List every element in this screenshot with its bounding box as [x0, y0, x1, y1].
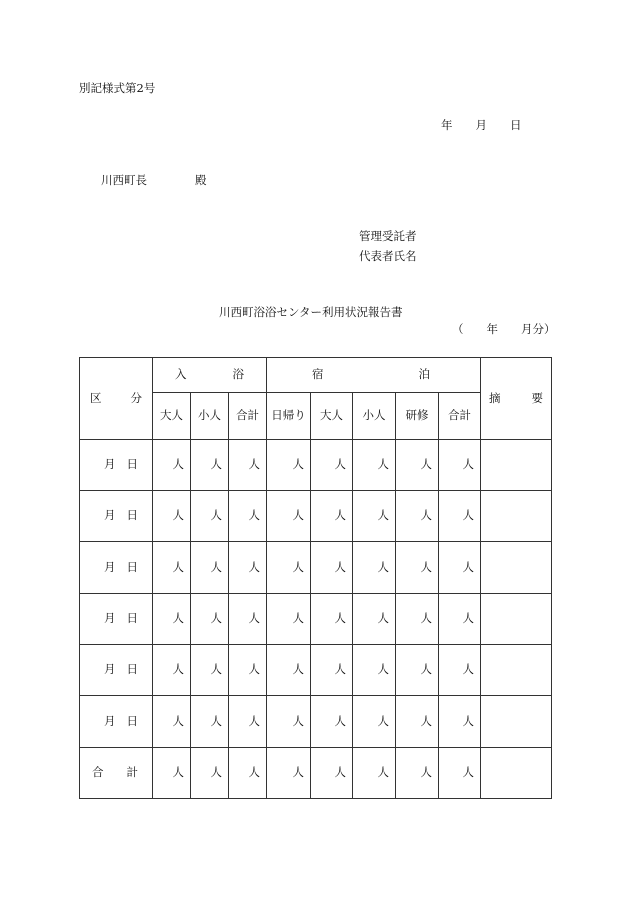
- count-cell[interactable]: 人: [267, 542, 311, 593]
- count-cell[interactable]: 人: [191, 696, 229, 747]
- count-cell[interactable]: 人: [191, 593, 229, 644]
- count-cell[interactable]: 人: [439, 644, 481, 695]
- report-title: 川西町浴浴センター利用状況報告書: [219, 305, 403, 319]
- count-cell[interactable]: 人: [267, 747, 311, 798]
- table-row: [80, 696, 552, 747]
- count-cell[interactable]: 人: [311, 490, 353, 541]
- usage-report-table: [79, 357, 552, 799]
- count-cell[interactable]: 人: [311, 644, 353, 695]
- date-cell: 月 日: [80, 644, 153, 695]
- subheader-cell: 合計: [229, 393, 267, 439]
- date-cell: 月 日: [80, 696, 153, 747]
- count-cell[interactable]: 人: [191, 644, 229, 695]
- count-cell[interactable]: 人: [267, 439, 311, 490]
- count-cell[interactable]: 人: [396, 696, 439, 747]
- count-cell[interactable]: 人: [311, 439, 353, 490]
- count-cell[interactable]: 人: [191, 747, 229, 798]
- count-cell[interactable]: 人: [267, 696, 311, 747]
- count-cell[interactable]: 人: [229, 747, 267, 798]
- count-cell[interactable]: 人: [396, 644, 439, 695]
- count-cell[interactable]: 人: [267, 644, 311, 695]
- form-number: 別記様式第2号: [79, 81, 156, 95]
- count-cell[interactable]: 人: [353, 439, 396, 490]
- remarks-cell[interactable]: [481, 542, 552, 593]
- count-cell[interactable]: 人: [353, 490, 396, 541]
- kubun-header: 区 分: [80, 358, 153, 440]
- count-cell[interactable]: 人: [396, 439, 439, 490]
- table-row: [80, 490, 552, 541]
- total-row: [80, 747, 552, 798]
- remarks-cell[interactable]: [481, 490, 552, 541]
- remarks-cell[interactable]: [481, 696, 552, 747]
- count-cell[interactable]: 人: [191, 439, 229, 490]
- count-cell[interactable]: 人: [439, 696, 481, 747]
- count-cell[interactable]: 人: [353, 644, 396, 695]
- count-cell[interactable]: 人: [353, 696, 396, 747]
- subheader-cell: 小人: [191, 393, 229, 439]
- count-cell[interactable]: 人: [439, 593, 481, 644]
- count-cell[interactable]: 人: [439, 542, 481, 593]
- table-row: [80, 439, 552, 490]
- tekiyo-header: 摘 要: [481, 358, 552, 440]
- count-cell[interactable]: 人: [191, 490, 229, 541]
- count-cell[interactable]: 人: [439, 747, 481, 798]
- subheader-cell: 小人: [353, 393, 396, 439]
- subheader-cell: 合計: [439, 393, 481, 439]
- table-row: [80, 542, 552, 593]
- count-cell[interactable]: 人: [353, 593, 396, 644]
- count-cell[interactable]: 人: [153, 696, 191, 747]
- count-cell[interactable]: 人: [153, 747, 191, 798]
- count-cell[interactable]: 人: [396, 747, 439, 798]
- count-cell[interactable]: 人: [229, 542, 267, 593]
- addressee-honorific: 殿: [195, 173, 207, 187]
- total-label-cell: 合 計: [80, 747, 153, 798]
- count-cell[interactable]: 人: [439, 490, 481, 541]
- report-period: （ 年 月分）: [452, 322, 556, 336]
- subheader-cell: 大人: [311, 393, 353, 439]
- sender-trustee-label: 管理受託者: [359, 229, 417, 243]
- count-cell[interactable]: 人: [353, 542, 396, 593]
- count-cell[interactable]: 人: [267, 593, 311, 644]
- count-cell[interactable]: 人: [153, 542, 191, 593]
- date-line: 年 月 日: [441, 118, 522, 132]
- count-cell[interactable]: 人: [153, 490, 191, 541]
- date-cell: 月 日: [80, 439, 153, 490]
- count-cell[interactable]: 人: [396, 490, 439, 541]
- subheader-cell: 日帰り: [267, 393, 311, 439]
- addressee-name: 川西町長: [101, 173, 147, 187]
- count-cell[interactable]: 人: [311, 593, 353, 644]
- count-cell[interactable]: 人: [153, 644, 191, 695]
- remarks-cell[interactable]: [481, 747, 552, 798]
- shukuhaku-header: 宿 泊: [267, 358, 481, 393]
- count-cell[interactable]: 人: [153, 439, 191, 490]
- date-cell: 月 日: [80, 490, 153, 541]
- count-cell[interactable]: 人: [229, 490, 267, 541]
- count-cell[interactable]: 人: [396, 593, 439, 644]
- count-cell[interactable]: 人: [153, 593, 191, 644]
- count-cell[interactable]: 人: [267, 490, 311, 541]
- count-cell[interactable]: 人: [229, 644, 267, 695]
- count-cell[interactable]: 人: [311, 542, 353, 593]
- count-cell[interactable]: 人: [191, 542, 229, 593]
- count-cell[interactable]: 人: [311, 696, 353, 747]
- remarks-cell[interactable]: [481, 644, 552, 695]
- sender-representative-label: 代表者氏名: [359, 249, 417, 263]
- count-cell[interactable]: 人: [439, 439, 481, 490]
- date-cell: 月 日: [80, 593, 153, 644]
- count-cell[interactable]: 人: [396, 542, 439, 593]
- nyuyoku-header: 入 浴: [153, 358, 267, 393]
- count-cell[interactable]: 人: [229, 696, 267, 747]
- remarks-cell[interactable]: [481, 593, 552, 644]
- count-cell[interactable]: 人: [311, 747, 353, 798]
- table-row: [80, 644, 552, 695]
- header-row-1: [80, 358, 552, 393]
- count-cell[interactable]: 人: [229, 593, 267, 644]
- count-cell[interactable]: 人: [229, 439, 267, 490]
- remarks-cell[interactable]: [481, 439, 552, 490]
- subheader-cell: 研修: [396, 393, 439, 439]
- subheader-cell: 大人: [153, 393, 191, 439]
- date-cell: 月 日: [80, 542, 153, 593]
- count-cell[interactable]: 人: [353, 747, 396, 798]
- table-row: [80, 593, 552, 644]
